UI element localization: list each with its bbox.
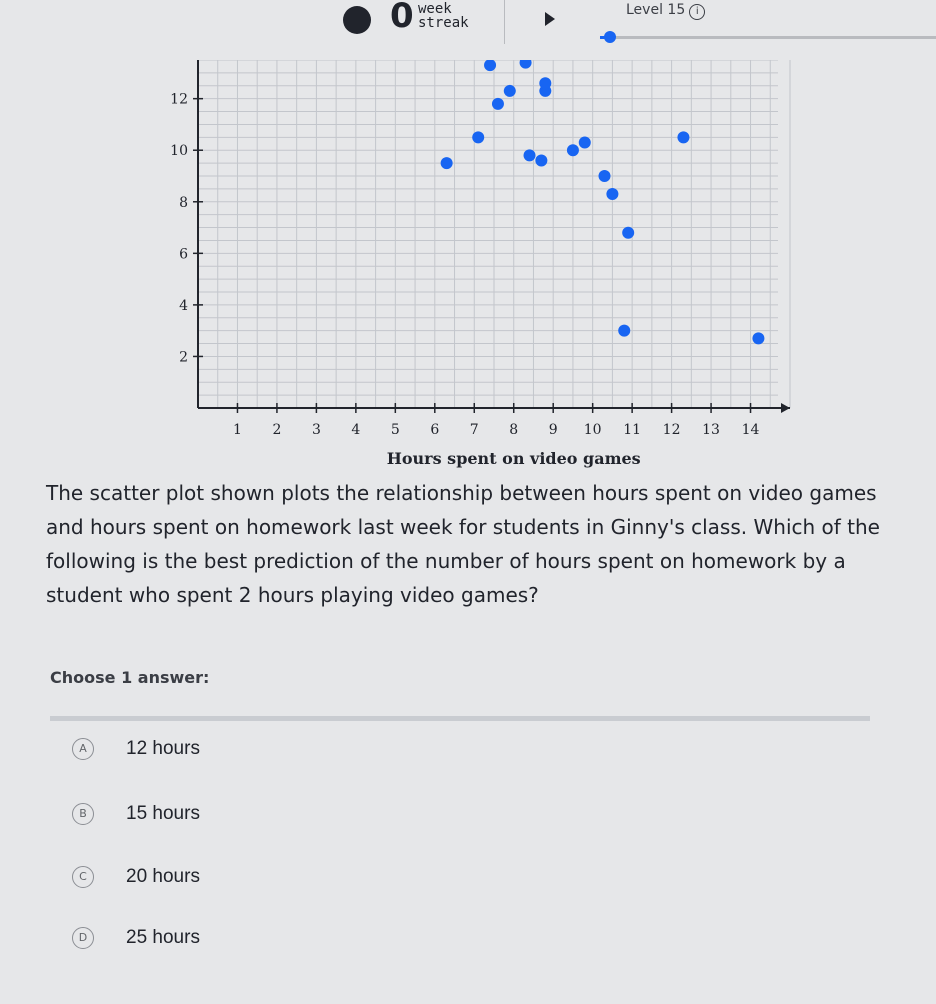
x-tick-label: 14 xyxy=(741,422,760,438)
x-axis-title: Hours spent on video games xyxy=(386,449,641,468)
data-point xyxy=(441,157,453,169)
info-icon[interactable]: i xyxy=(689,4,705,20)
level-progress-bar xyxy=(600,36,936,39)
play-icon[interactable] xyxy=(545,12,555,26)
data-point xyxy=(618,325,630,337)
x-tick-label: 1 xyxy=(233,422,242,438)
x-tick-label: 6 xyxy=(430,422,440,438)
x-tick-label: 9 xyxy=(548,422,558,438)
streak-label-week: week xyxy=(418,1,452,17)
streak-label xyxy=(418,2,469,30)
x-tick-label: 12 xyxy=(662,422,681,438)
y-tick-label: 4 xyxy=(179,297,188,314)
data-point xyxy=(535,155,547,167)
x-tick-label: 7 xyxy=(469,422,479,438)
data-point xyxy=(472,131,484,143)
data-point xyxy=(599,170,611,182)
streak-icon xyxy=(343,6,371,34)
x-tick-label: 11 xyxy=(623,422,642,438)
x-axis-arrow-icon xyxy=(781,403,790,413)
x-tick-label: 10 xyxy=(583,422,602,438)
level-label: Level 15 xyxy=(626,2,686,18)
scatter-plot xyxy=(150,60,810,470)
data-point xyxy=(579,136,591,148)
choice-d-text: 25 hours xyxy=(126,927,200,948)
streak-count: 0 xyxy=(390,0,414,36)
data-point xyxy=(520,60,532,69)
x-tick-label: 3 xyxy=(311,422,321,438)
x-tick-label: 5 xyxy=(390,422,400,438)
data-point xyxy=(622,227,634,239)
choice-d[interactable] xyxy=(72,923,200,953)
data-point xyxy=(492,98,504,110)
choice-a-letter: A xyxy=(72,738,94,760)
choice-b-letter: B xyxy=(72,803,94,825)
answer-divider xyxy=(50,716,870,721)
choose-answer-label: Choose 1 answer: xyxy=(50,668,210,687)
y-tick-label: 6 xyxy=(179,246,188,263)
data-point xyxy=(567,144,579,156)
data-point xyxy=(539,77,551,89)
streak-label-streak: streak xyxy=(418,15,469,31)
data-point xyxy=(606,188,618,200)
data-point xyxy=(524,149,536,161)
data-point xyxy=(752,332,764,344)
chart-grid xyxy=(198,60,790,408)
choice-c-letter: C xyxy=(72,866,94,888)
header-divider xyxy=(504,0,505,44)
level-indicator[interactable] xyxy=(626,2,705,20)
y-tick-label: 8 xyxy=(179,194,188,211)
choice-c-text: 20 hours xyxy=(126,866,200,887)
choice-b[interactable] xyxy=(72,799,200,829)
x-tick-label: 13 xyxy=(702,422,720,438)
x-tick-label: 4 xyxy=(351,422,361,438)
choice-c[interactable] xyxy=(72,862,200,892)
y-tick-label: 10 xyxy=(170,143,188,160)
level-progress-marker xyxy=(604,31,616,43)
choice-b-text: 15 hours xyxy=(126,803,200,824)
question-text: The scatter plot shown plots the relationship between hours spent on video games and hours spent on homework last week for students in Ginny's class. Which of the following is the best prediction of the number of hours spent on homework by a student who spent 2 hours playing video games? xyxy=(46,481,880,607)
data-point xyxy=(504,85,516,97)
choice-d-letter: D xyxy=(72,927,94,949)
data-point xyxy=(677,131,689,143)
choice-a[interactable] xyxy=(72,734,200,764)
x-tick-label: 8 xyxy=(509,422,519,438)
top-bar xyxy=(0,0,936,50)
y-tick-label: 12 xyxy=(170,91,188,108)
x-tick-label: 2 xyxy=(272,422,282,438)
y-tick-label: 2 xyxy=(179,349,188,366)
choice-a-text: 12 hours xyxy=(126,738,200,759)
